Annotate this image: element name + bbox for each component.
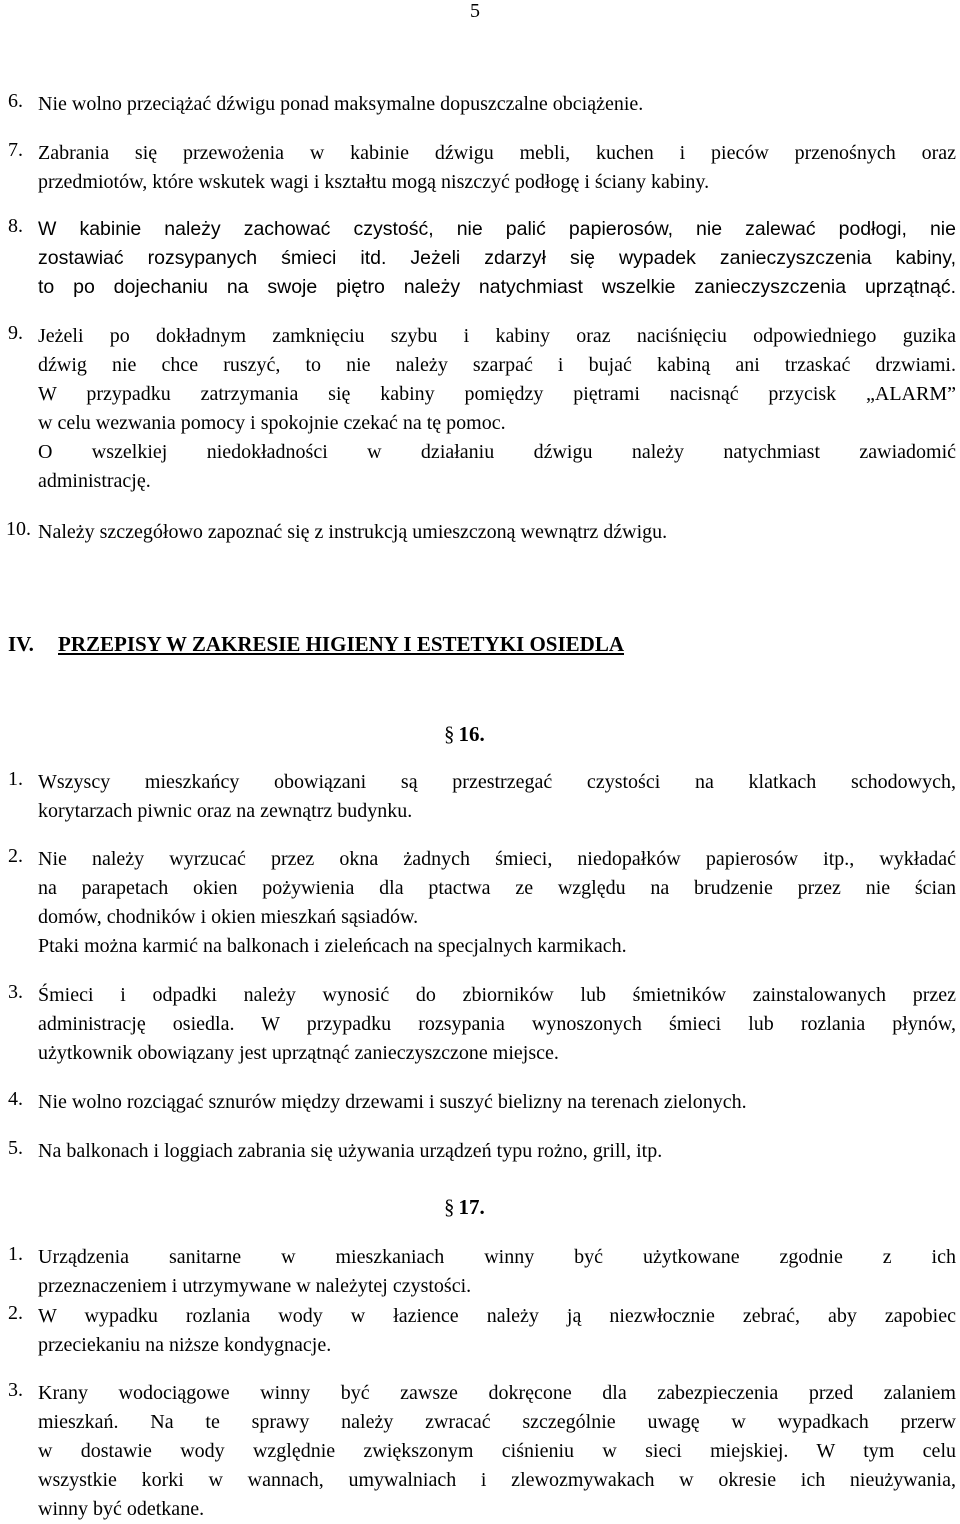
text-line: Ptaki można karmić na balkonach i zieleńcach na specjalnych karmikach. — [38, 935, 627, 957]
text-line: W przypadku zatrzymania się kabiny pomiędzy piętrami nacisnąć przycisk „ALARM” — [38, 383, 956, 405]
text-line: Urządzenia sanitarne w mieszkaniach winny być użytkowane zgodnie z ich — [38, 1246, 956, 1268]
text-line: przeciekaniu na niższe kondygnacje. — [38, 1334, 332, 1356]
item-text — [38, 981, 956, 1068]
item-text — [38, 768, 956, 826]
item-text — [38, 1243, 956, 1301]
text-line: przedmiotów, które wskutek wagi i kształtu mogą niszczyć podłogę i ściany kabiny. — [38, 171, 710, 193]
text-line: Jeżeli po dokładnym zamknięciu szybu i kabiny oraz naciśnięciu odpowiedniego guzika — [38, 325, 956, 347]
text-line: W wypadku rozlania wody w łazience należy ją niezwłocznie zebrać, aby zapobiec — [38, 1305, 956, 1327]
item-number: 5. — [8, 1137, 23, 1159]
text-line: przeznaczeniem i utrzymywane w należytej czystości. — [38, 1275, 472, 1297]
item-number: 10. — [6, 518, 31, 540]
text-line: Nie wolno rozciągać sznurów między drzewami i suszyć bielizny na terenach zielonych. — [38, 1091, 747, 1113]
item-number: 9. — [8, 322, 23, 344]
item-text — [38, 1088, 956, 1117]
section-label: 17. — [458, 1195, 485, 1219]
text-line: zostawiać rozsypanych śmieci itd. Jeżeli zdarzył się wypadek zanieczyszczenia kabiny, — [38, 247, 956, 269]
item-text — [38, 1379, 956, 1524]
chapter-title: PRZEPISY W ZAKRESIE HIGIENY I ESTETYKI OSIEDLA — [58, 632, 625, 656]
text-line: wszystkie korki w wannach, umywalniach i zlewozmywakach w okresie ich nieużywania, — [38, 1469, 956, 1491]
text-line: domów, chodników i okien mieszkań sąsiadów. — [38, 906, 419, 928]
text-line: Krany wodociągowe winny być zawsze dokręcone dla zabezpieczenia przed zalaniem — [38, 1382, 956, 1404]
item-number: 6. — [8, 90, 23, 112]
section-label: 16. — [458, 722, 485, 746]
text-line: administrację osiedla. W przypadku rozsypania wynoszonych śmieci lub rozlania płynów, — [38, 1013, 956, 1035]
item-text — [38, 845, 956, 961]
text-line: użytkownik obowiązany jest uprzątnąć zanieczyszczone miejsce. — [38, 1042, 559, 1064]
text-line: Zabrania się przewożenia w kabinie dźwigu mebli, kuchen i pieców przenośnych oraz — [38, 142, 956, 164]
item-number: 1. — [8, 768, 23, 790]
text-line: Wszyscy mieszkańcy obowiązani są przestrzegać czystości na klatkach schodowych, — [38, 771, 956, 793]
text-line: w celu wezwania pomocy i spokojnie czekać na tę pomoc. — [38, 412, 506, 434]
item-number: 3. — [8, 981, 23, 1003]
item-text — [38, 139, 956, 197]
chapter-number: IV. — [8, 632, 34, 656]
section-symbol: § — [444, 1195, 455, 1219]
text-line: W kabinie należy zachować czystość, nie palić papierosów, nie zalewać podłogi, nie — [38, 218, 956, 240]
item-text — [38, 90, 956, 119]
section-heading-17 — [444, 1195, 485, 1220]
text-line: mieszkań. Na te sprawy należy zwracać szczególnie uwagę w wypadkach przerw — [38, 1411, 956, 1433]
item-number: 4. — [8, 1088, 23, 1110]
text-line: Na balkonach i loggiach zabrania się używania urządzeń typu rożno, grill, itp. — [38, 1140, 663, 1162]
text-line: to po dojechaniu na swoje piętro należy natychmiast wszelkie zanieczyszczenia uprzątnąć. — [38, 276, 956, 298]
chapter-heading — [8, 632, 624, 657]
text-line: winny być odetkane. — [38, 1498, 205, 1520]
item-number: 7. — [8, 139, 23, 161]
text-line: w dostawie wody względnie zwiększonym ciśnieniu w sieci miejskiej. W tym celu — [38, 1440, 956, 1462]
text-line: Należy szczegółowo zapoznać się z instrukcją umieszczoną wewnątrz dźwigu. — [38, 521, 668, 543]
item-text — [38, 1302, 956, 1360]
item-number: 2. — [8, 1302, 23, 1324]
text-line: O wszelkiej niedokładności w działaniu dźwigu należy natychmiast zawiadomić — [38, 441, 956, 463]
item-number: 3. — [8, 1379, 23, 1401]
item-text — [38, 1137, 956, 1166]
text-line: na parapetach okien pożywienia dla ptactwa ze względu na brudzenie przez nie ścian — [38, 877, 956, 899]
page-number: 5 — [470, 0, 480, 22]
text-line: Nie wolno przeciążać dźwigu ponad maksymalne dopuszczalne obciążenie. — [38, 93, 644, 115]
text-line: Nie należy wyrzucać przez okna żadnych śmieci, niedopałków papierosów itp., wykładać — [38, 848, 956, 870]
item-number: 8. — [8, 215, 23, 237]
item-text — [38, 215, 956, 302]
text-line: korytarzach piwnic oraz na zewnątrz budynku. — [38, 800, 413, 822]
item-number: 2. — [8, 845, 23, 867]
item-text — [38, 322, 956, 496]
text-line: administrację. — [38, 470, 151, 492]
item-text — [38, 518, 956, 547]
section-heading-16 — [444, 722, 485, 747]
section-symbol: § — [444, 722, 455, 746]
text-line: Śmieci i odpadki należy wynosić do zbiorników lub śmietników zainstalowanych przez — [38, 984, 956, 1006]
item-number: 1. — [8, 1243, 23, 1265]
text-line: dźwig nie chce ruszyć, to nie należy szarpać i bujać kabiną ani trzaskać drzwiami. — [38, 354, 956, 376]
